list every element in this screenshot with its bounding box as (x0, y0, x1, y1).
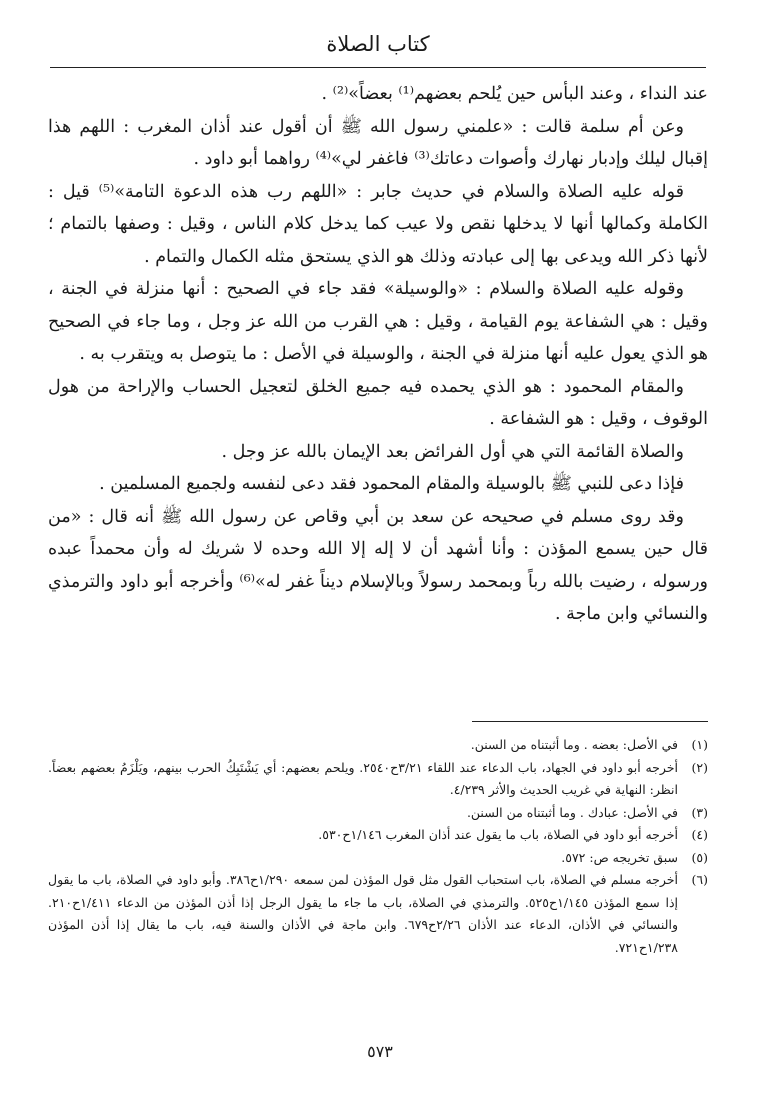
header-divider (50, 67, 706, 68)
footnote-text: أخرجه أبو داود في الجهاد، باب الدعاء عند اللقاء ٣/٢١ح٢٥٤٠. ويلحم بعضهم: أي يَشْتَبِكُ الحرب بينهم، ويَلْزَمُ بعضهم بعضاً. انظر: النهاية في غريب الحديث والأثر ٤/٢٣٩. (48, 759, 678, 797)
running-header: كتاب الصلاة (326, 32, 430, 56)
main-text (48, 78, 708, 631)
footnote-4 (48, 824, 708, 847)
footnote-text: أخرجه مسلم في الصلاة، باب استحباب القول مثل قول المؤذن لمن سمعه ١/٢٩٠ح٣٨٦. وأبو داود في الصلاة، باب ما يقول إذا سمع المؤذن ١/١٤٥ح٥٢٥. والترمذي في الصلاة، باب ما جاء ما يقول الرجل إذا أذن المؤذن من الدعاء ١/٤١١ح٢١٠. والنسائي في الأذان، الدعاء عند الأذان ٢/٢٦ح٦٧٩. وابن ماجة في الأذان والسنة فيه، باب ما يقال إذا أذن المؤذن ١/٢٣٨ح٧٢١. (48, 872, 678, 955)
footnote-number: (٦) (691, 872, 708, 887)
footnote-divider (472, 721, 708, 722)
footnote-1 (48, 734, 708, 757)
paragraph-6: والصلاة القائمة التي هي أول الفرائض بعد الإيمان بالله عز وجل . (221, 441, 684, 462)
paragraph-4: وقوله عليه الصلاة والسلام : «والوسيلة» فقد جاء في الصحيح : أنها منزلة في الجنة ، وقيل : هي الشفاعة يوم القيامة ، وقيل : هي القرب من الله عز وجل ، وما جاء في الصحيح هو الذي يعول عليه أنها منزلة في الجنة ، والوسيلة في الأصل : ما يتوصل به ويتقرب به . (48, 279, 708, 364)
footnote-number: (٤) (691, 827, 708, 842)
paragraph-1: عند النداء ، وعند البأس حين يُلحم بعضهم⁽¹⁾ بعضاً»⁽²⁾ . (321, 84, 708, 104)
paragraph-5: والمقام المحمود : هو الذي يحمده فيه جميع الخلق لتعجيل الحساب والإراحة من هول الوقوف ، وقيل : هو الشفاعة . (48, 376, 708, 429)
footnote-3 (48, 802, 708, 825)
footnote-number: (٥) (691, 849, 708, 865)
footnote-number: (٣) (691, 804, 708, 820)
footnotes (48, 734, 708, 959)
footnote-6 (48, 869, 708, 959)
footnote-number: (٢) (691, 759, 708, 775)
footnote-text: في الأصل: عبادك . وما أثبتناه من السنن. (466, 804, 678, 820)
paragraph-2: وعن أم سلمة قالت : «علمني رسول الله ﷺ أن أقول عند أذان المغرب : اللهم هذا إقبال ليلك وإدبار نهارك وأصوات دعاتك⁽³⁾ فاغفر لي»⁽⁴⁾ رواهما أبو داود . (48, 116, 708, 169)
footnote-5 (48, 847, 708, 870)
footnote-text: سبق تخريجه ص: ٥٧٢. (561, 849, 678, 865)
page-number: ٥٧٣ (367, 1042, 393, 1061)
paragraph-3: قوله عليه الصلاة والسلام في حديث جابر : «اللهم رب هذه الدعوة التامة»⁽⁵⁾ قيل : الكاملة وكمالها أنها لا يدخلها نقص ولا عيب كما يدخل كلام الناس ، وقيل : وصفها بالتمام ؛ لأنها ذكر الله ويدعى بها إلى عبادته وذلك هو الذي يستحق مثله الكمال والتمام . (48, 181, 708, 267)
footnote-2 (48, 757, 708, 802)
footnote-text: أخرجه أبو داود في الصلاة، باب ما يقول عند أذان المغرب ١/١٤٦ح٥٣٠. (318, 827, 678, 842)
footnote-number: (١) (691, 737, 708, 752)
paragraph-7: فإذا دعى للنبي ﷺ بالوسيلة والمقام المحمود فقد دعى لنفسه ولجميع المسلمين . (99, 474, 684, 494)
footnote-text: في الأصل: بعضه . وما أثبتناه من السنن. (470, 737, 678, 752)
paragraph-8: وقد روى مسلم في صحيحه عن سعد بن أبي وقاص عن رسول الله ﷺ أنه قال : «من قال حين يسمع المؤذن : وأنا أشهد أن لا إله إلا الله وحده لا شريك له وأن محمداً عبده ورسوله ، رضيت بالله رباً وبمحمد رسولاً وبالإسلام ديناً غفر له»⁽⁶⁾ وأخرجه أبو داود والترمذي والنسائي وابن ماجة . (48, 506, 708, 624)
